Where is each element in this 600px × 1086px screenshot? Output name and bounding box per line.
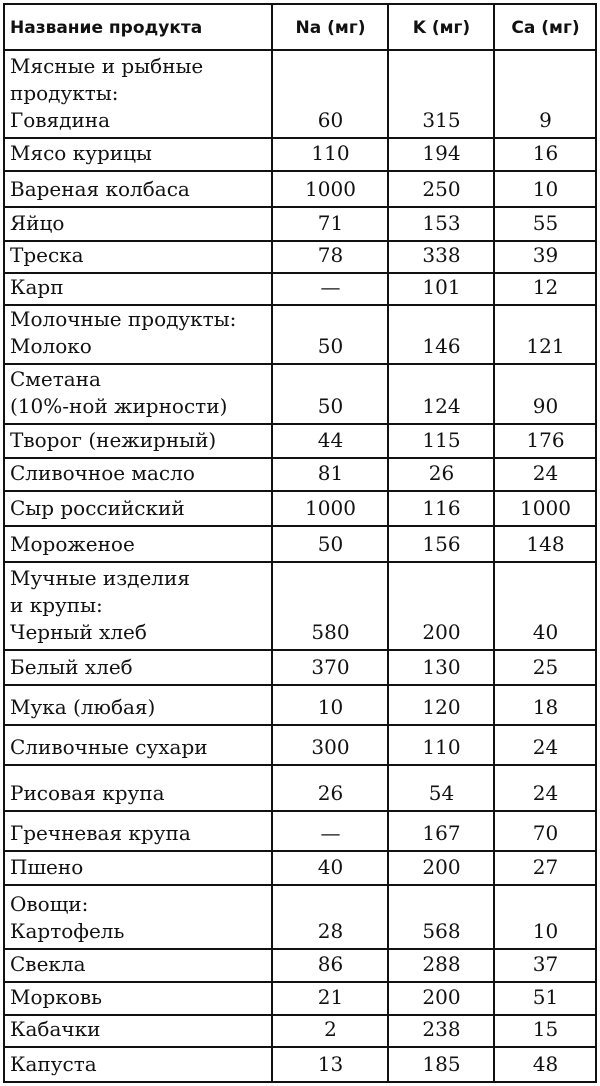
calcium-cell: 24 <box>494 765 596 811</box>
calcium-cell: 24 <box>494 458 596 491</box>
table-row <box>4 685 596 725</box>
product-name-line: Мучные изделия <box>10 566 190 590</box>
sodium-cell: 13 <box>272 1047 388 1082</box>
calcium-cell: 15 <box>494 1015 596 1047</box>
product-name-line: Треска <box>10 243 84 267</box>
sodium-cell: 60 <box>272 50 388 138</box>
product-name-line: Овощи: <box>10 892 89 916</box>
product-name-cell <box>4 765 272 811</box>
calcium-cell: 51 <box>494 982 596 1015</box>
product-name-line: Сливочные сухари <box>10 735 208 759</box>
potassium-cell: 200 <box>388 982 494 1015</box>
sodium-cell: 86 <box>272 949 388 982</box>
table-row <box>4 526 596 562</box>
calcium-cell: 27 <box>494 851 596 885</box>
table-row <box>4 949 596 982</box>
potassium-cell: 568 <box>388 885 494 949</box>
sodium-cell: — <box>272 273 388 305</box>
product-name-cell <box>4 725 272 765</box>
table-row <box>4 305 596 364</box>
table-row <box>4 50 596 138</box>
sodium-cell: 44 <box>272 424 388 458</box>
product-name-cell <box>4 526 272 562</box>
potassium-cell: 124 <box>388 364 494 424</box>
calcium-cell: 1000 <box>494 491 596 526</box>
potassium-cell: 194 <box>388 138 494 171</box>
product-name-cell <box>4 171 272 207</box>
table-row <box>4 982 596 1015</box>
product-name-cell <box>4 305 272 364</box>
sodium-cell: 2 <box>272 1015 388 1047</box>
sodium-cell: 50 <box>272 364 388 424</box>
product-name-line: Свекла <box>10 952 86 976</box>
calcium-cell: 90 <box>494 364 596 424</box>
product-name-line: Карп <box>10 275 64 299</box>
product-name-cell <box>4 241 272 273</box>
potassium-cell: 338 <box>388 241 494 273</box>
calcium-cell: 12 <box>494 273 596 305</box>
product-name-line: Говядина <box>10 108 111 132</box>
product-name-cell <box>4 885 272 949</box>
product-name-line: Капуста <box>10 1052 97 1076</box>
table-row <box>4 207 596 241</box>
table-row <box>4 171 596 207</box>
calcium-cell: 48 <box>494 1047 596 1082</box>
product-name-line: Черный хлеб <box>10 620 147 644</box>
table-row <box>4 273 596 305</box>
sodium-cell: 1000 <box>272 171 388 207</box>
table-row <box>4 885 596 949</box>
table-row <box>4 650 596 685</box>
calcium-cell: 70 <box>494 811 596 851</box>
product-name-line: Вареная колбаса <box>10 177 190 201</box>
potassium-cell: 130 <box>388 650 494 685</box>
potassium-cell: 200 <box>388 851 494 885</box>
potassium-cell: 167 <box>388 811 494 851</box>
product-name-line: Яйцо <box>10 211 65 235</box>
product-name-line: и крупы: <box>10 593 103 617</box>
product-name-line: Кабачки <box>10 1017 101 1041</box>
sodium-cell: 40 <box>272 851 388 885</box>
product-name-cell <box>4 851 272 885</box>
sodium-cell: 580 <box>272 562 388 650</box>
potassium-cell: 200 <box>388 562 494 650</box>
product-name-cell <box>4 1047 272 1082</box>
table-row <box>4 725 596 765</box>
calcium-cell: 148 <box>494 526 596 562</box>
potassium-cell: 250 <box>388 171 494 207</box>
product-name-line: Мука (любая) <box>10 695 156 719</box>
product-name-line: Мясные и рыбные <box>10 54 204 78</box>
product-name-cell <box>4 650 272 685</box>
header-sodium: Na (мг) <box>272 4 388 50</box>
product-name-line: Рисовая крупа <box>10 781 165 805</box>
product-name-cell <box>4 982 272 1015</box>
product-name-line: Сливочное масло <box>10 461 195 485</box>
product-name-cell <box>4 811 272 851</box>
header-potassium: K (мг) <box>388 4 494 50</box>
calcium-cell: 37 <box>494 949 596 982</box>
sodium-cell: 110 <box>272 138 388 171</box>
product-name-line: Морковь <box>10 985 103 1009</box>
potassium-cell: 315 <box>388 50 494 138</box>
sodium-cell: 300 <box>272 725 388 765</box>
calcium-cell: 9 <box>494 50 596 138</box>
calcium-cell: 16 <box>494 138 596 171</box>
calcium-cell: 24 <box>494 725 596 765</box>
product-name-line: Мороженое <box>10 532 135 556</box>
product-name-cell <box>4 685 272 725</box>
potassium-cell: 54 <box>388 765 494 811</box>
product-name-cell <box>4 364 272 424</box>
potassium-cell: 146 <box>388 305 494 364</box>
table-row <box>4 851 596 885</box>
potassium-cell: 116 <box>388 491 494 526</box>
product-name-cell <box>4 458 272 491</box>
product-name-line: Мясо курицы <box>10 141 152 165</box>
potassium-cell: 185 <box>388 1047 494 1082</box>
table-row <box>4 562 596 650</box>
table-row <box>4 364 596 424</box>
calcium-cell: 10 <box>494 885 596 949</box>
product-name-cell <box>4 949 272 982</box>
calcium-cell: 39 <box>494 241 596 273</box>
calcium-cell: 40 <box>494 562 596 650</box>
calcium-cell: 176 <box>494 424 596 458</box>
product-name-line: Сметана <box>10 367 101 391</box>
calcium-cell: 18 <box>494 685 596 725</box>
sodium-cell: 50 <box>272 526 388 562</box>
table-row <box>4 138 596 171</box>
product-name-cell <box>4 562 272 650</box>
product-name-line: Молоко <box>10 334 92 358</box>
table-row <box>4 424 596 458</box>
table-row <box>4 491 596 526</box>
potassium-cell: 288 <box>388 949 494 982</box>
product-name-cell <box>4 273 272 305</box>
sodium-cell: 71 <box>272 207 388 241</box>
product-name-line: продукты: <box>10 81 119 105</box>
product-name-cell <box>4 207 272 241</box>
header-row <box>4 4 596 50</box>
sodium-cell: 50 <box>272 305 388 364</box>
product-name-line: Пшено <box>10 855 84 879</box>
product-name-cell <box>4 1015 272 1047</box>
table-row <box>4 458 596 491</box>
product-name-line: (10%-ной жирности) <box>10 394 228 418</box>
product-name-cell <box>4 491 272 526</box>
calcium-cell: 25 <box>494 650 596 685</box>
potassium-cell: 110 <box>388 725 494 765</box>
header-product-name: Название продукта <box>4 4 272 50</box>
nutrient-table <box>3 3 597 1083</box>
potassium-cell: 238 <box>388 1015 494 1047</box>
sodium-cell: 28 <box>272 885 388 949</box>
table-row <box>4 765 596 811</box>
product-name-line: Молочные продукты: <box>10 307 237 331</box>
product-name-line: Сыр российский <box>10 496 185 520</box>
product-name-line: Творог (нежирный) <box>10 428 217 452</box>
potassium-cell: 156 <box>388 526 494 562</box>
potassium-cell: 153 <box>388 207 494 241</box>
sodium-cell: 21 <box>272 982 388 1015</box>
potassium-cell: 101 <box>388 273 494 305</box>
sodium-cell: 1000 <box>272 491 388 526</box>
calcium-cell: 121 <box>494 305 596 364</box>
calcium-cell: 55 <box>494 207 596 241</box>
product-name-line: Белый хлеб <box>10 655 133 679</box>
table-row <box>4 811 596 851</box>
product-name-line: Картофель <box>10 919 125 943</box>
potassium-cell: 26 <box>388 458 494 491</box>
product-name-cell <box>4 50 272 138</box>
sodium-cell: 26 <box>272 765 388 811</box>
table-row <box>4 1015 596 1047</box>
product-name-cell <box>4 424 272 458</box>
sodium-cell: 370 <box>272 650 388 685</box>
header-calcium: Ca (мг) <box>494 4 596 50</box>
table-row <box>4 241 596 273</box>
potassium-cell: 115 <box>388 424 494 458</box>
product-name-line: Гречневая крупа <box>10 821 191 845</box>
table-row <box>4 1047 596 1082</box>
calcium-cell: 10 <box>494 171 596 207</box>
sodium-cell: — <box>272 811 388 851</box>
sodium-cell: 78 <box>272 241 388 273</box>
potassium-cell: 120 <box>388 685 494 725</box>
sodium-cell: 81 <box>272 458 388 491</box>
sodium-cell: 10 <box>272 685 388 725</box>
product-name-cell <box>4 138 272 171</box>
